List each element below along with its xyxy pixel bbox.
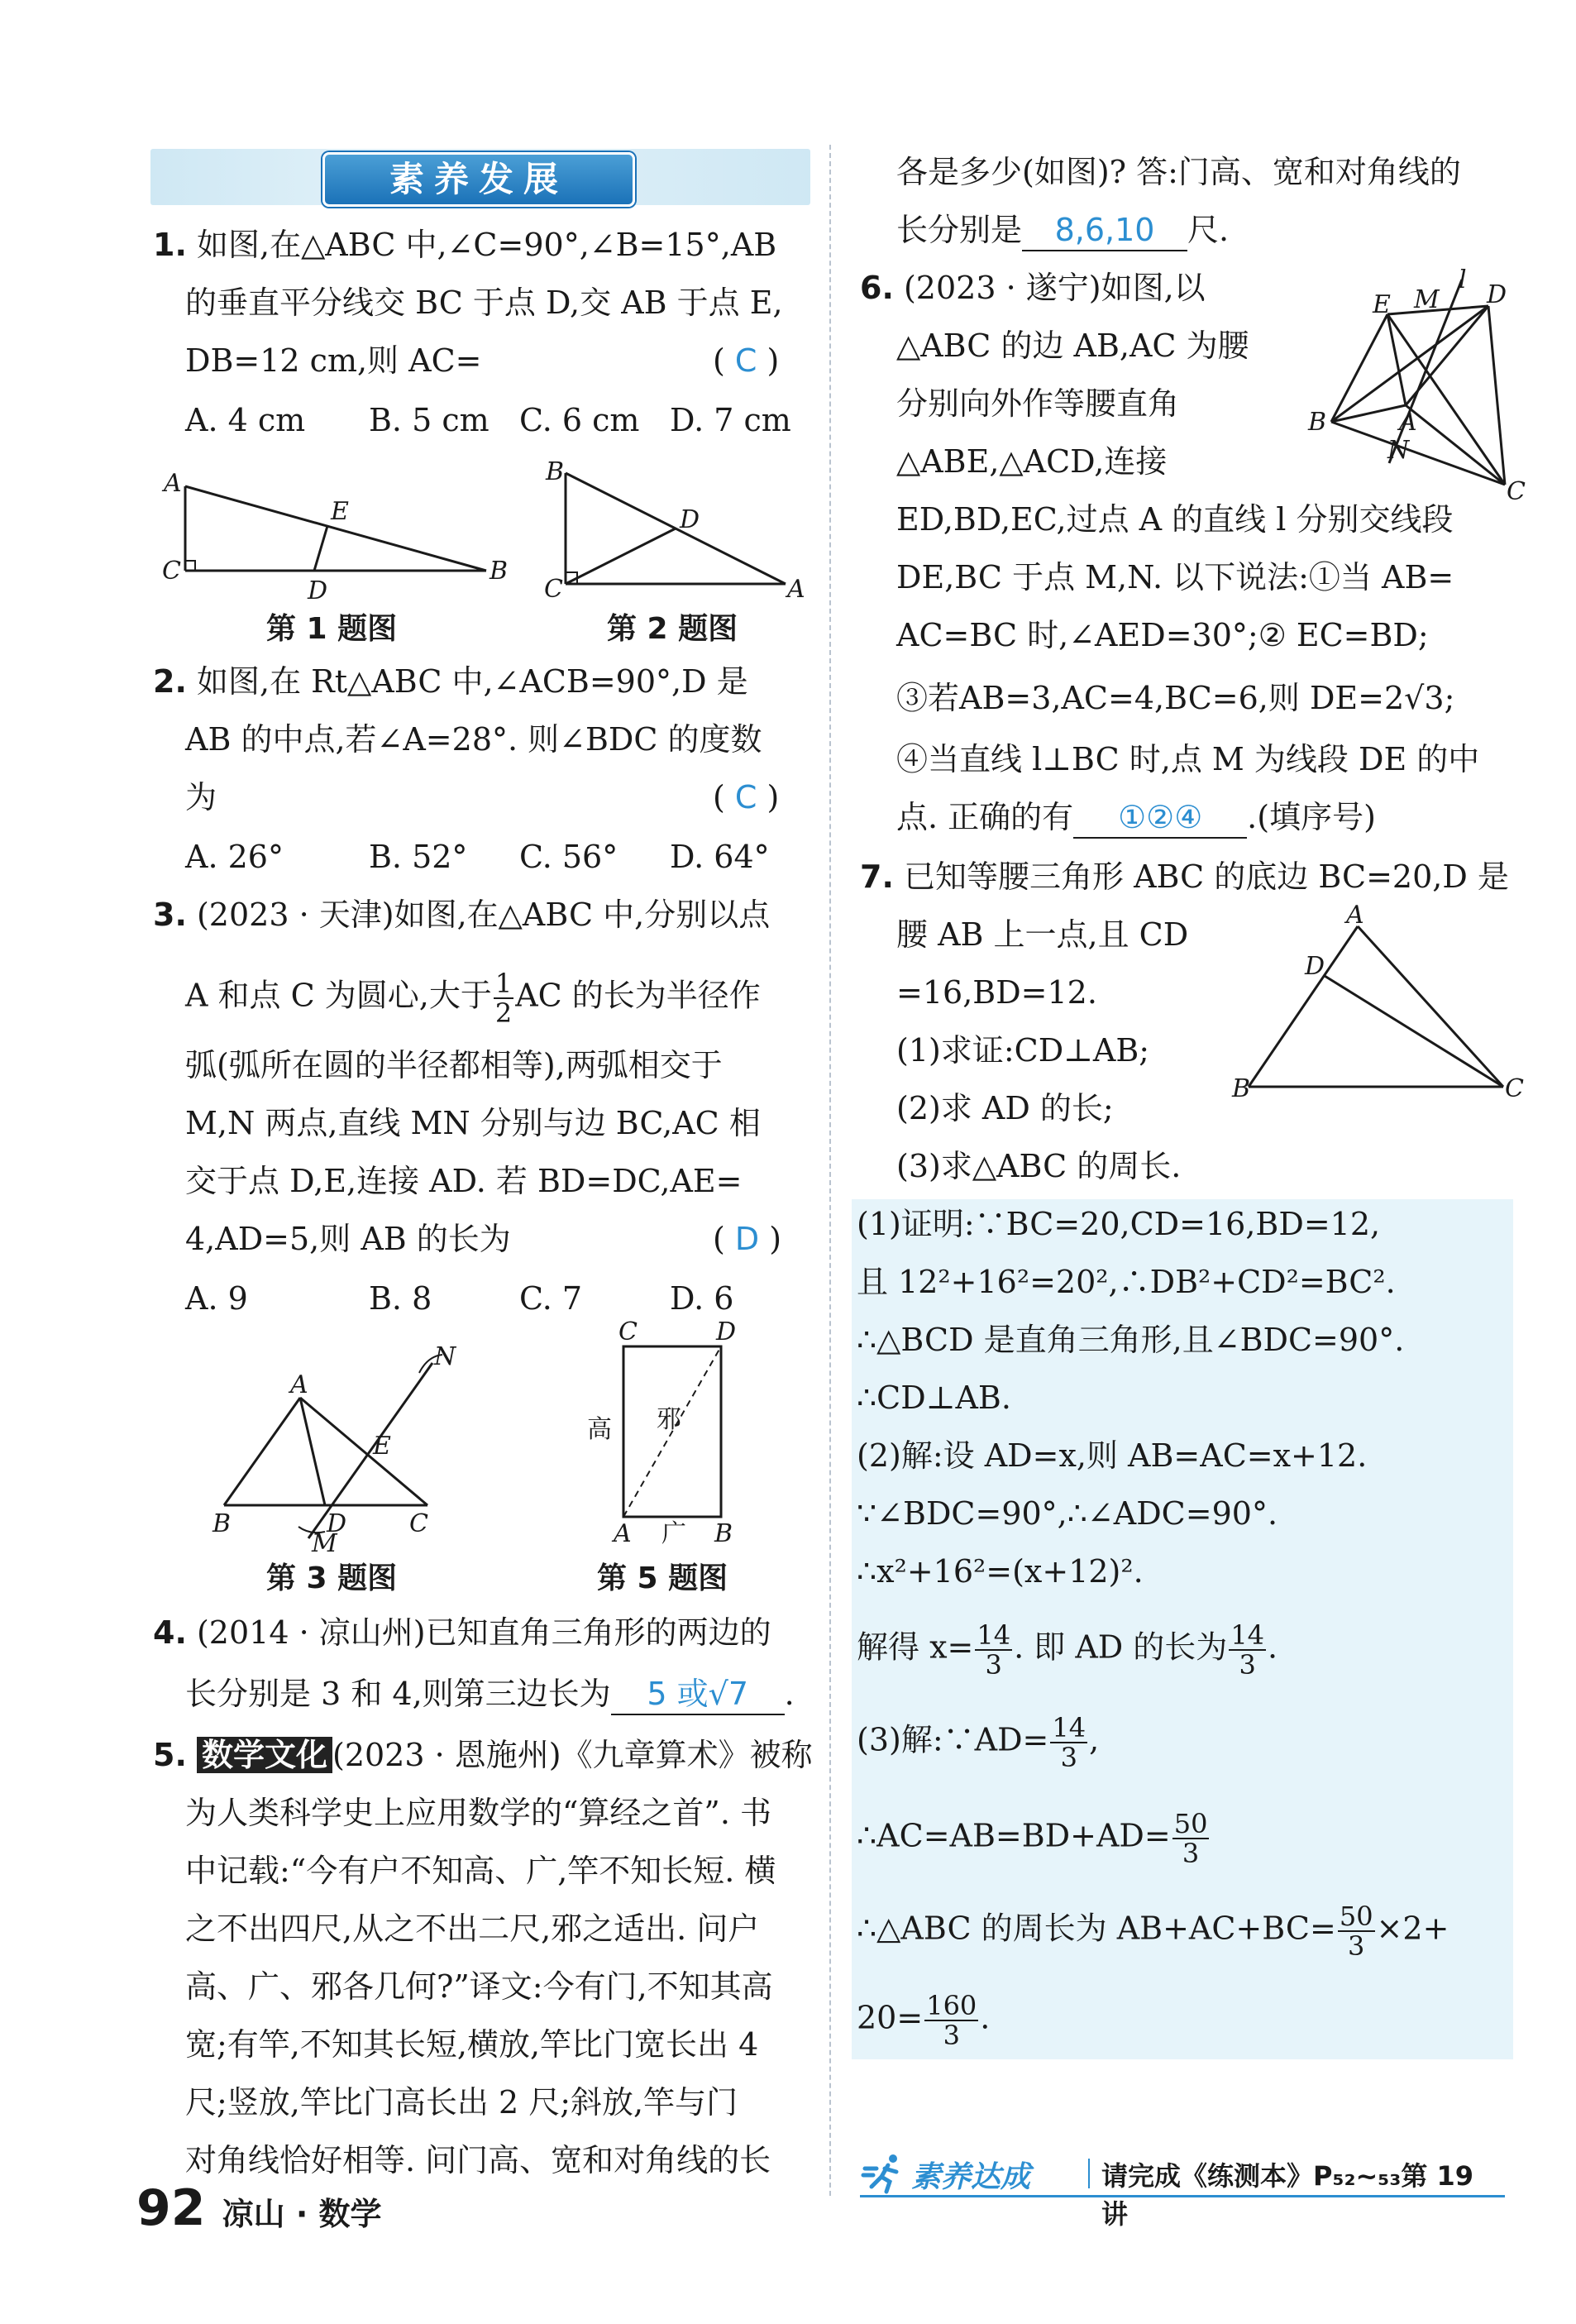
- fig6-label-l: l: [1459, 265, 1467, 294]
- fig1-label-a: A: [164, 469, 182, 498]
- q3-line1: 3. (2023 · 天津)如图,在△ABC 中,分别以点: [153, 897, 771, 933]
- fig5-label-xie: 邪: [657, 1405, 681, 1434]
- q6-line2: △ABC 的边 AB,AC 为腰: [896, 328, 1249, 364]
- fig6-side-dc: [1488, 306, 1505, 485]
- q5-answer: 8,6,10: [1022, 210, 1187, 251]
- q3-line4: M,N 两点,直线 MN 分别与边 BC,AC 相: [185, 1105, 761, 1141]
- q2-line1: 2. 如图,在 Rt△ABC 中,∠ACB=90°,D 是: [153, 663, 748, 700]
- fig6-side-ac: [1406, 405, 1505, 485]
- q2-line2: AB 的中点,若∠A=28°. 则∠BDC 的度数: [185, 721, 762, 758]
- fig7-side-ab: [1249, 926, 1358, 1087]
- fig6-label-m: M: [1414, 285, 1440, 314]
- fig1-label-c: C: [162, 557, 181, 586]
- q3-line3: 弧(弧所在圆的半径都相等),两弧相交于: [185, 1047, 723, 1083]
- fig1-perp-de: [314, 526, 327, 571]
- sol-line8: 解得 x= $\frac{14}{3}$ . 即 AD 的长为 $\frac{14}{3}$ .: [857, 1619, 1278, 1681]
- footer-brand: 素养达成: [911, 2160, 1031, 2194]
- q1-line1: 1. 如图,在△ABC 中,∠C=90°,∠B=15°,AB: [153, 227, 777, 263]
- fig5-label-guang: 广: [661, 1519, 686, 1548]
- fig6-segment-bd: [1331, 306, 1488, 422]
- q6-line1: 6. (2023 · 遂宁)如图,以: [860, 270, 1206, 306]
- q6-line4: △ABE,△ACD,连接: [896, 443, 1168, 480]
- q6-line8: ③若AB=3,AC=4,BC=6,则 DE=2√3;: [896, 680, 1455, 716]
- q3-option-b: B. 8: [369, 1280, 432, 1317]
- fig3-side-ac: [300, 1398, 427, 1505]
- q1-option-d: D. 7 cm: [670, 402, 791, 438]
- section-title: 素养发展: [322, 152, 635, 207]
- fig2-label-d: D: [680, 505, 700, 534]
- fig6-side-bc: [1331, 422, 1505, 485]
- fig5-label-a: A: [614, 1519, 632, 1548]
- sol-line12: 20= $\frac{160}{3}$ .: [857, 1990, 991, 2051]
- runner-icon: [863, 2152, 910, 2193]
- footer-note: 请完成《练测本》P₅₂~₅₃第 19 讲: [1101, 2160, 1474, 2230]
- page-number: 92: [136, 2179, 206, 2237]
- fig6-side-be: [1331, 314, 1387, 422]
- fig3-caption: 第 3 题图: [266, 1561, 398, 1595]
- fig6-label-c: C: [1507, 477, 1526, 506]
- q6-line7: AC=BC 时,∠AED=30°;② EC=BD;: [896, 617, 1429, 653]
- fig7-side-ac: [1358, 926, 1503, 1087]
- q1-option-c: C. 6 cm: [519, 402, 640, 438]
- sol-line5: (2)解:设 AD=x,则 AB=AC=x+12.: [857, 1437, 1368, 1474]
- fig7-label-d: D: [1305, 952, 1325, 981]
- figure-3: [211, 1340, 484, 1563]
- q7-line3: =16,BD=12.: [896, 974, 1097, 1011]
- fig2-median-cd: [566, 528, 676, 584]
- q7-line1: 7. 已知等腰三角形 ABC 的底边 BC=20,D 是: [860, 858, 1509, 895]
- fig3-label-n: N: [434, 1342, 456, 1371]
- q3-answer: ( D ): [713, 1221, 782, 1257]
- fig7-label-c: C: [1505, 1074, 1524, 1103]
- q3-fraction: $\frac{1}{2}$: [494, 968, 513, 1029]
- q5-line5: 高、广、邪各几何?”译文:今有门,不知其高: [185, 1968, 773, 2005]
- fig6-label-e: E: [1373, 290, 1391, 319]
- q1-number: 1.: [153, 227, 187, 263]
- fig7-label-a: A: [1346, 901, 1364, 930]
- fig3-segment-ad: [300, 1398, 325, 1505]
- fig3-label-m: M: [312, 1529, 337, 1558]
- fig2-caption: 第 2 题图: [607, 612, 738, 646]
- q5-line1: 5. 数学文化 (2023 · 恩施州)《九章算术》被称: [153, 1737, 813, 1773]
- q3-line2: A 和点 C 为圆心,大于 $\frac{1}{2}$ AC 的长为半径作: [185, 968, 761, 1029]
- q5-line4: 之不出四尺,从之不出二尺,邪之适出. 问户: [185, 1910, 760, 1947]
- q6-line9: ④当直线 l⊥BC 时,点 M 为线段 DE 的中: [896, 741, 1480, 777]
- footer-rule: [860, 2195, 1505, 2197]
- fig1-label-b: B: [490, 557, 509, 586]
- q2-answer: ( C ): [713, 779, 780, 815]
- fig1-label-d: D: [308, 576, 328, 605]
- fig3-label-b: B: [213, 1509, 232, 1538]
- fig3-label-c: C: [409, 1509, 428, 1538]
- q7-part3: (3)求△ABC 的周长.: [896, 1148, 1182, 1184]
- figure-5: [579, 1317, 786, 1553]
- footer-banner: [860, 2150, 1505, 2230]
- fig6-label-a: A: [1399, 408, 1417, 437]
- q2-option-a: A. 26°: [185, 839, 284, 875]
- fig3-label-d: D: [327, 1509, 347, 1538]
- figure-1: [157, 463, 513, 605]
- fig2-label-a: A: [787, 575, 805, 604]
- q7-line2: 腰 AB 上一点,且 CD: [896, 916, 1189, 953]
- sol-line6: ∵∠BDC=90°,∴∠ADC=90°.: [857, 1495, 1278, 1532]
- q3-option-d: D. 6: [670, 1280, 734, 1317]
- q5-line9: 各是多少(如图)? 答:门高、宽和对角线的: [896, 154, 1461, 190]
- fig3-label-e: E: [373, 1432, 391, 1461]
- q3-option-c: C. 7: [519, 1280, 583, 1317]
- q3-line6: 4,AD=5,则 AB 的长为: [185, 1221, 511, 1257]
- fig6-label-d: D: [1487, 280, 1507, 309]
- q7-part1: (1)求证:CD⊥AB;: [896, 1032, 1150, 1069]
- q5-line8: 对角线恰好相等. 问门高、宽和对角线的长: [185, 2142, 771, 2178]
- q1-option-b: B. 5 cm: [369, 402, 490, 438]
- q3-option-a: A. 9: [185, 1280, 248, 1317]
- figure-7: [1232, 901, 1530, 1117]
- q2-line3: 为: [185, 779, 217, 815]
- q2-option-d: D. 64°: [670, 839, 770, 875]
- fig2-label-c: C: [544, 575, 563, 604]
- fig1-caption: 第 1 题图: [266, 612, 398, 646]
- q4-answer: 5 或√7: [611, 1674, 785, 1715]
- fig5-caption: 第 5 题图: [597, 1561, 728, 1595]
- fig7-segment-cd: [1325, 976, 1503, 1087]
- q6-line3: 分别向外作等腰直角: [896, 385, 1180, 422]
- q6-line6: DE,BC 于点 M,N. 以下说法:①当 AB=: [896, 559, 1454, 595]
- fig3-side-ab: [224, 1398, 300, 1505]
- sol-line9: (3)解:∵AD= $\frac{14}{3}$ ,: [857, 1712, 1100, 1773]
- column-divider: [829, 145, 831, 2196]
- q4-line2: 长分别是 3 和 4,则第三边长为 5 或√7 .: [185, 1674, 795, 1715]
- sol-line7: ∴x²+16²=(x+12)².: [857, 1553, 1144, 1590]
- sol-line1: (1)证明:∵BC=20,CD=16,BD=12,: [857, 1206, 1381, 1242]
- figure-6: [1290, 265, 1538, 504]
- sol-line10: ∴AC=AB=BD+AD= $\frac{50}{3}$: [857, 1808, 1208, 1869]
- q1-line2: 的垂直平分线交 BC 于点 D,交 AB 于点 E,: [185, 285, 783, 321]
- q5-line10: 长分别是 8,6,10 尺.: [896, 210, 1229, 251]
- fig5-label-c: C: [618, 1317, 638, 1346]
- fig7-label-b: B: [1232, 1074, 1251, 1103]
- fig6-label-b: B: [1308, 408, 1327, 437]
- fig3-label-a: A: [290, 1370, 308, 1399]
- q6-answer: ①②④: [1073, 797, 1247, 839]
- page-footer: [136, 2179, 382, 2237]
- q5-tag: 数学文化: [197, 1737, 332, 1773]
- q5-line6: 宽;有竿,不知其长短,横放,竿比门宽长出 4: [185, 2026, 759, 2063]
- q6-line5: ED,BD,EC,过点 A 的直线 l 分别交线段: [896, 501, 1454, 538]
- sol-line4: ∴CD⊥AB.: [857, 1380, 1011, 1416]
- sol-line3: ∴△BCD 是直角三角形,且∠BDC=90°.: [857, 1322, 1405, 1358]
- section-banner: [150, 149, 810, 205]
- q2-option-b: B. 52°: [369, 839, 468, 875]
- fig2-label-b: B: [546, 457, 565, 486]
- sol-line11: ∴△ABC 的周长为 AB+AC+BC= $\frac{50}{3}$ ×2+: [857, 1901, 1449, 1962]
- q6-line10: 点. 正确的有 ①②④ .(填序号): [896, 797, 1376, 839]
- sol-line2: 且 12²+16²=20²,∴DB²+CD²=BC².: [857, 1264, 1396, 1300]
- q5-line2: 为人类科学史上应用数学的“算经之首”. 书: [185, 1795, 772, 1831]
- fig5-label-d: D: [716, 1317, 737, 1346]
- q1-answer: ( C ): [713, 342, 780, 379]
- q3-line5: 交于点 D,E,连接 AD. 若 BD=DC,AE=: [185, 1163, 743, 1199]
- q1-option-a: A. 4 cm: [185, 402, 306, 438]
- fig1-label-e: E: [331, 497, 349, 526]
- q5-line3: 中记载:“今有户不知高、广,竿不知长短. 横: [185, 1853, 776, 1889]
- book-title: 凉山 · 数学: [222, 2196, 382, 2232]
- q4-line1: 4. (2014 · 凉山州)已知直角三角形的两边的: [153, 1614, 771, 1651]
- figure-2: [537, 455, 810, 604]
- fig6-label-n: N: [1387, 436, 1410, 465]
- q5-line7: 尺;竖放,竿比门高长出 2 尺;斜放,竿与门: [185, 2084, 738, 2121]
- fig1-right-angle: [185, 561, 195, 571]
- footer-separator: [1088, 2159, 1090, 2188]
- fig5-label-b: B: [714, 1519, 733, 1548]
- q7-part2: (2)求 AD 的长;: [896, 1090, 1114, 1126]
- q1-line3: DB=12 cm,则 AC=: [185, 342, 482, 379]
- fig5-label-gao: 高: [587, 1415, 612, 1444]
- q2-option-c: C. 56°: [519, 839, 618, 875]
